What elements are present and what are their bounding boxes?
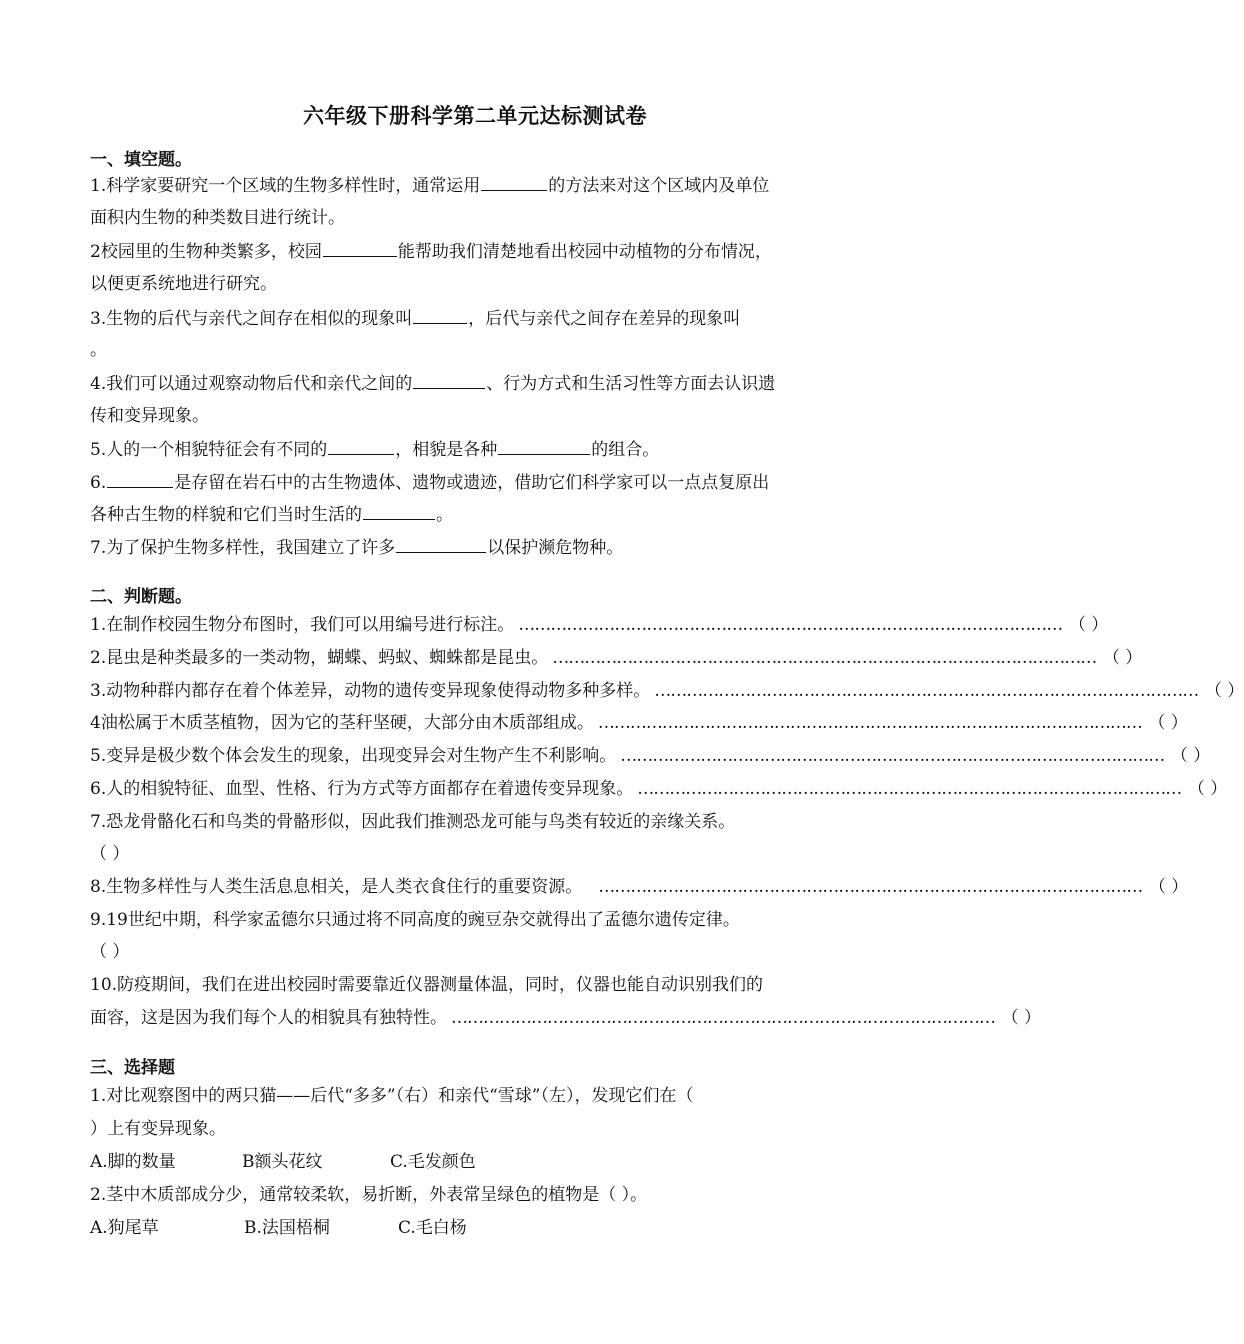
choice-q1-line1: 1.对比观察图中的两只猫——后代“多多”（右）和亲代“雪球”（左），发现它们在（ [90,1086,694,1106]
choice-q2-line: 2.茎中木质部成分少，通常较柔软，易折断，外表常呈绿色的植物是（ ）。 [90,1185,648,1205]
judge-q10-text: 面容，这是因为我们每个人的相貌具有独特性。 [90,1008,447,1028]
fill-q6-line2 [90,503,860,527]
fill-q2-blank[interactable] [323,240,397,257]
choice-section-heading: 三、选择题 [90,1058,175,1078]
choice-q2-option-a[interactable]: A.狗尾草 [90,1218,159,1238]
judge-q8-text: 8.生物多样性与人类生活息息相关，是人类衣食住行的重要资源。 [90,877,583,897]
fill-q5-blank-2[interactable] [498,438,590,455]
judge-q10-dots: ………………………………………………………………………………………… [451,1008,995,1028]
fill-q3-text-b: ，后代与亲代之间存在差异的现象叫 [468,309,741,329]
judge-q2-dots: ………………………………………………………………………………………… [552,648,1097,668]
fill-q7-text-a: 7.为了保护生物多样性，我国建立了许多 [90,538,396,558]
fill-q6-blank-2[interactable] [363,503,435,520]
fill-q4-blank[interactable] [413,372,485,389]
choice-q1-line2: ）上有变异现象。 [90,1119,226,1139]
fill-q6-line1 [90,471,860,495]
page-title: 六年级下册科学第二单元达标测试卷 [303,103,647,128]
judge-section-heading: 二、判断题。 [90,587,192,607]
fill-q1-text-b: 的方法来对这个区域内及单位 [548,176,770,196]
judge-q3 [90,679,1244,703]
fill-q3-line2: 。 [90,340,107,360]
choice-q1-option-a[interactable]: A.脚的数量 [90,1152,176,1172]
fill-q1-blank[interactable] [481,174,547,191]
judge-q9-line1: 9.19世纪中期，科学家孟德尔只通过将不同高度的豌豆杂交就得出了孟德尔遗传定律。 [90,910,740,930]
choice-q1-option-b[interactable]: B额头花纹 [242,1152,323,1172]
fill-section-heading: 一、填空题。 [90,150,192,170]
judge-q10-line2 [90,1006,1041,1030]
judge-q1-dots: ………………………………………………………………………………………… [518,615,1063,635]
judge-q5-answer[interactable]: （ ） [1170,746,1211,766]
fill-q6-text-c: 各种古生物的样貌和它们当时生活的 [90,505,362,525]
fill-q3-text-a: 3.生物的后代与亲代之间存在相似的现象叫 [90,309,413,329]
fill-q4-text-b: 、行为方式和生活习性等方面去认识遗 [486,374,776,394]
fill-q2-text-a: 2校园里的生物种类繁多，校园 [90,242,322,262]
judge-q5-text: 5.变异是极少数个体会发生的现象，出现变异会对生物产生不利影响。 [90,746,617,766]
judge-q6-text: 6.人的相貌特征、血型、性格、行为方式等方面都存在着遗传变异现象。 [90,779,634,799]
fill-q7-text-b: 以保护濒危物种。 [487,538,624,558]
judge-q2 [90,646,1143,670]
judge-q6-answer[interactable]: （ ） [1187,779,1228,799]
fill-q1-line2: 面积内生物的种类数目进行统计。 [90,208,345,228]
choice-q2-options [90,1216,860,1240]
choice-q1-option-c[interactable]: C.毛发颜色 [390,1152,476,1172]
fill-q4-line1 [90,372,860,396]
fill-q1-text-a: 1.科学家要研究一个区域的生物多样性时，通常运用 [90,176,481,196]
judge-q8-dots: ………………………………………………………………………………………… [598,877,1143,897]
choice-q1-options [90,1150,860,1174]
fill-q6-blank-1[interactable] [107,471,173,488]
judge-q2-text: 2.昆虫是种类最多的一类动物，蝴蝶、蚂蚁、蜘蛛都是昆虫。 [90,648,549,668]
judge-q10-answer[interactable]: （ ） [1001,1008,1041,1028]
fill-q4-text-a: 4.我们可以通过观察动物后代和亲代之间的 [90,374,413,394]
fill-q7-blank[interactable] [396,536,486,553]
fill-q2-line1 [90,240,860,264]
fill-q7-line [90,536,860,560]
fill-q3-line1 [90,307,860,331]
fill-q6-text-a: 6. [90,473,107,493]
judge-q2-answer[interactable]: （ ） [1102,648,1143,668]
judge-q5 [90,744,1211,768]
fill-q5-text-a: 5.人的一个相貌特征会有不同的 [90,440,328,460]
judge-q4-answer[interactable]: （ ） [1148,713,1188,733]
judge-q9-answer[interactable]: （ ） [90,942,130,962]
fill-q6-text-b: 是存留在岩石中的古生物遗体、遗物或遗迹，借助它们科学家可以一点点复原出 [174,473,770,493]
fill-q3-blank-1[interactable] [413,307,467,324]
judge-q4-dots: ………………………………………………………………………………………… [597,713,1142,733]
choice-q2-option-c[interactable]: C.毛白杨 [398,1218,467,1238]
fill-q2-line2: 以便更系统地进行研究。 [90,274,277,294]
fill-q5-line [90,438,860,462]
judge-q6 [90,777,1228,801]
fill-q6-text-d: 。 [436,505,453,525]
judge-q3-dots: ………………………………………………………………………………………… [654,681,1199,701]
fill-q5-text-b: ，相貌是各种 [395,440,498,460]
fill-q1-line1 [90,174,860,198]
judge-q8 [90,875,1189,899]
judge-q4-text: 4油松属于木质茎植物，因为它的茎秆坚硬，大部分由木质部组成。 [90,713,594,733]
choice-q2-option-b[interactable]: B.法国梧桐 [244,1218,330,1238]
judge-q4 [90,711,1188,735]
judge-q6-dots: ………………………………………………………………………………………… [637,779,1182,799]
judge-q1 [90,613,1109,637]
judge-q7-line1: 7.恐龙骨骼化石和鸟类的骨骼形似，因此我们推测恐龙可能与鸟类有较近的亲缘关系。 [90,812,736,832]
judge-q5-dots: ………………………………………………………………………………………… [620,746,1165,766]
judge-q1-answer[interactable]: （ ） [1068,615,1109,635]
judge-q3-text: 3.动物种群内都存在着个体差异，动物的遗传变异现象使得动物多种多样。 [90,681,651,701]
fill-q5-blank-1[interactable] [328,438,394,455]
judge-q7-answer[interactable]: （ ） [90,844,130,864]
fill-q5-text-c: 的组合。 [591,440,660,460]
judge-q8-answer[interactable]: （ ） [1148,877,1189,897]
judge-q3-answer[interactable]: （ ） [1204,681,1244,701]
fill-q4-line2: 传和变异现象。 [90,406,209,426]
fill-q2-text-b: 能帮助我们清楚地看出校园中动植物的分布情况， [397,242,772,262]
judge-q10-line1: 10.防疫期间，我们在进出校园时需要靠近仪器测量体温，同时，仪器也能自动识别我们的 [90,975,764,995]
judge-q1-text: 1.在制作校园生物分布图时，我们可以用编号进行标注。 [90,615,515,635]
